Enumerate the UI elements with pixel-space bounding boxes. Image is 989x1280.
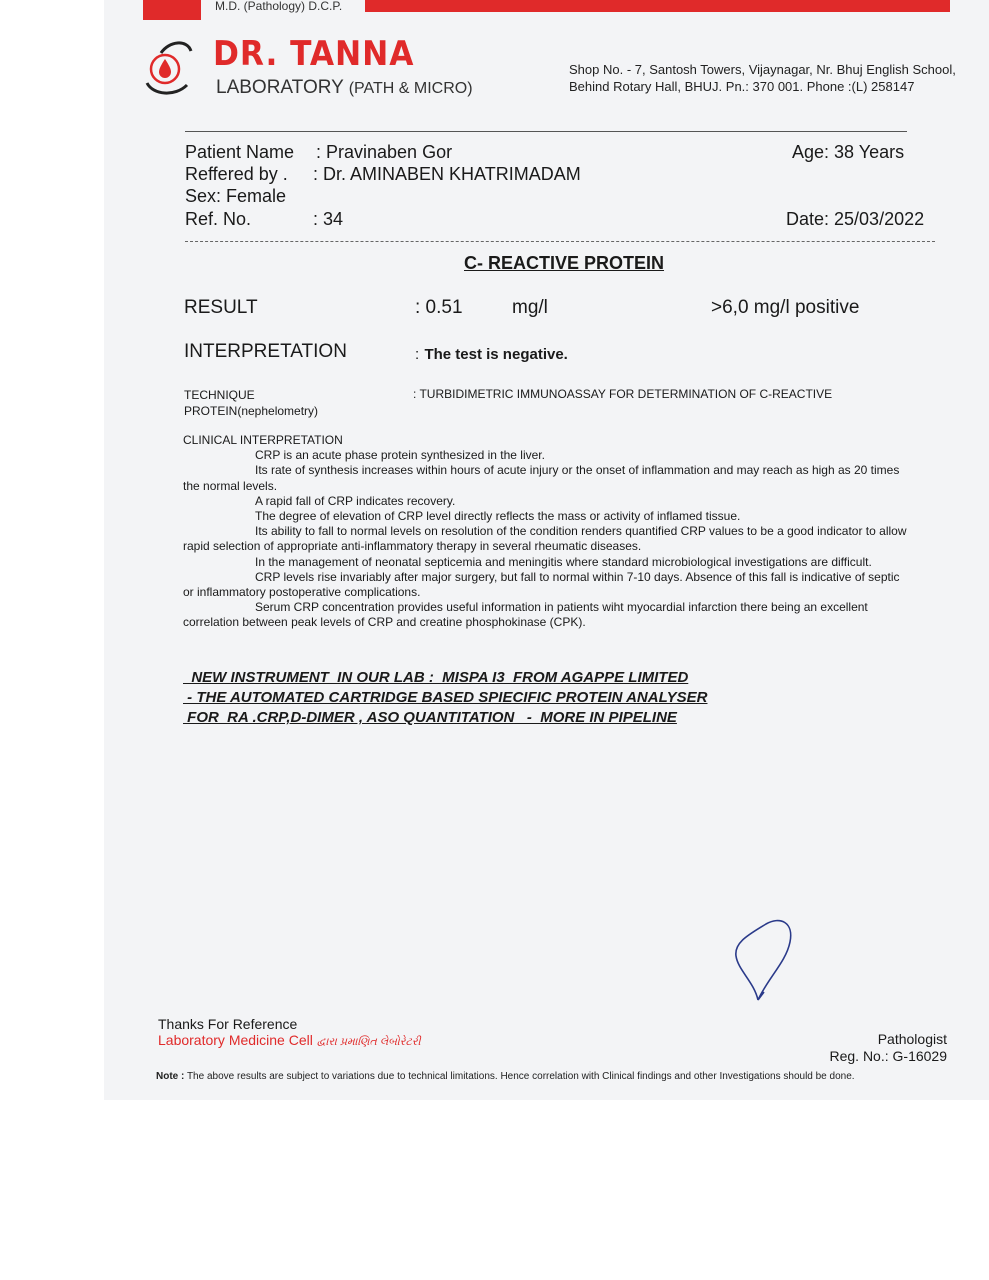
ref-no-label: Ref. No. bbox=[185, 209, 252, 229]
lab-medicine-cell bbox=[158, 1032, 421, 1051]
cell-label: Laboratory Medicine Cell bbox=[158, 1032, 313, 1048]
interpretation-colon: : bbox=[415, 346, 420, 363]
address-line-2: Behind Rotary Hall, BHUJ. Pn.: 370 001. Phone :(L) 258147 bbox=[569, 79, 915, 94]
technique-label: TECHNIQUE bbox=[184, 388, 255, 402]
clinical-para-5b: rapid selection of appropriate anti-inflammatory therapy in several rheumatic diseases. bbox=[183, 539, 642, 554]
clinical-para-7b: or inflammatory postoperative complications. bbox=[183, 585, 421, 600]
referred-by-value: : Dr. AMINABEN KHATRIMADAM bbox=[313, 164, 581, 184]
lab-subtitle bbox=[216, 77, 473, 100]
result-unit: mg/l bbox=[512, 297, 548, 318]
lab-sub-small: (PATH & MICRO) bbox=[348, 80, 473, 97]
interpretation-row bbox=[415, 343, 568, 366]
interpretation-value: The test is negative. bbox=[424, 346, 568, 363]
clinical-para-7a: CRP levels rise invariably after major surgery, but fall to normal within 7-10 days. Absence of this fall is indicative of septic bbox=[255, 569, 900, 584]
doctor-qualification: M.D. (Pathology) D.C.P. bbox=[207, 0, 365, 16]
registration-number: Reg. No.: G-16029 bbox=[829, 1048, 947, 1064]
clinical-para-2a: Its rate of synthesis increases within hours of acute injury or the onset of inflammation and may reach as high as 20 times bbox=[255, 463, 900, 478]
technique-value: : TURBIDIMETRIC IMMUNOASSAY FOR DETERMINATION OF C-REACTIVE bbox=[413, 387, 833, 401]
header-red-bar-left bbox=[143, 0, 201, 20]
patient-age: Age: 38 Years bbox=[792, 142, 905, 162]
lab-sub-main: LABORATORY bbox=[216, 77, 344, 98]
ref-no-value: : 34 bbox=[313, 209, 344, 229]
clinical-para-6: In the management of neonatal septicemia and meningitis where standard microbiological investigations are difficult. bbox=[255, 554, 872, 569]
technique-continuation: PROTEIN(nephelometry) bbox=[184, 404, 319, 418]
announcement-line-2: - THE AUTOMATED CARTRIDGE BASED SPIECIFIC PROTEIN ANALYSER bbox=[183, 689, 708, 706]
pathologist-signature bbox=[728, 912, 798, 1004]
patient-name-value: : Pravinaben Gor bbox=[316, 142, 453, 162]
address-line-1: Shop No. - 7, Santosh Towers, Vijaynagar, Nr. Bhuj English School, bbox=[569, 62, 956, 77]
patient-sex: Sex: Female bbox=[185, 186, 287, 206]
header-red-bar-right bbox=[365, 0, 950, 12]
report-date: Date: 25/03/2022 bbox=[786, 209, 925, 229]
clinical-interpretation bbox=[183, 433, 963, 631]
interpretation-label: INTERPRETATION bbox=[184, 341, 347, 362]
pathologist-block bbox=[829, 1031, 947, 1065]
footer-note bbox=[156, 1071, 855, 1083]
test-title: C- REACTIVE PROTEIN bbox=[464, 253, 665, 273]
lab-address bbox=[569, 61, 956, 95]
new-instrument-announcement bbox=[183, 668, 707, 728]
note-label: Note : bbox=[156, 1071, 185, 1082]
lab-logo-icon bbox=[143, 33, 195, 99]
thanks-text: Thanks For Reference bbox=[158, 1016, 298, 1032]
clinical-para-5a: Its ability to fall to normal levels on resolution of the condition renders quantified CRP values to be a good indicator to allow bbox=[255, 524, 907, 539]
clinical-para-2b: the normal levels. bbox=[183, 478, 278, 493]
patient-divider bbox=[185, 241, 935, 242]
result-reference: >6,0 mg/l positive bbox=[711, 297, 860, 318]
cell-gujarati: દ્વારા પ્રમાણિત લેબોરેટરી bbox=[316, 1036, 421, 1048]
clinical-heading: CLINICAL INTERPRETATION bbox=[183, 433, 343, 447]
announcement-line-1: NEW INSTRUMENT IN OUR LAB : MISPA I3 FROM AGAPPE LIMITED bbox=[183, 669, 689, 686]
clinical-para-8b: correlation between peak levels of CRP and creatine phosphokinase (CPK). bbox=[183, 615, 586, 630]
announcement-line-3: FOR RA .CRP,D-DIMER , ASO QUANTITATION - MORE IN PIPELINE bbox=[183, 709, 677, 726]
patient-name-label: Patient Name bbox=[185, 142, 295, 162]
referred-by-label: Reffered by . bbox=[185, 164, 288, 184]
header-divider bbox=[185, 131, 907, 132]
lab-name: DR. TANNA bbox=[213, 34, 415, 74]
clinical-para-3: A rapid fall of CRP indicates recovery. bbox=[255, 493, 456, 508]
note-text: The above results are subject to variations due to technical limitations. Hence correlation with Clinical findings and other Investigations should be done. bbox=[186, 1071, 855, 1082]
result-value: : 0.51 bbox=[415, 297, 463, 318]
clinical-para-8a: Serum CRP concentration provides useful information in patients wiht myocardial infarction there being an excellent bbox=[255, 600, 868, 615]
result-label: RESULT bbox=[184, 297, 258, 318]
pathologist-title: Pathologist bbox=[877, 1031, 947, 1047]
clinical-para-1: CRP is an acute phase protein synthesized in the liver. bbox=[255, 448, 545, 463]
clinical-para-4: The degree of elevation of CRP level directly reflects the mass or activity of inflamed tissue. bbox=[255, 509, 741, 524]
